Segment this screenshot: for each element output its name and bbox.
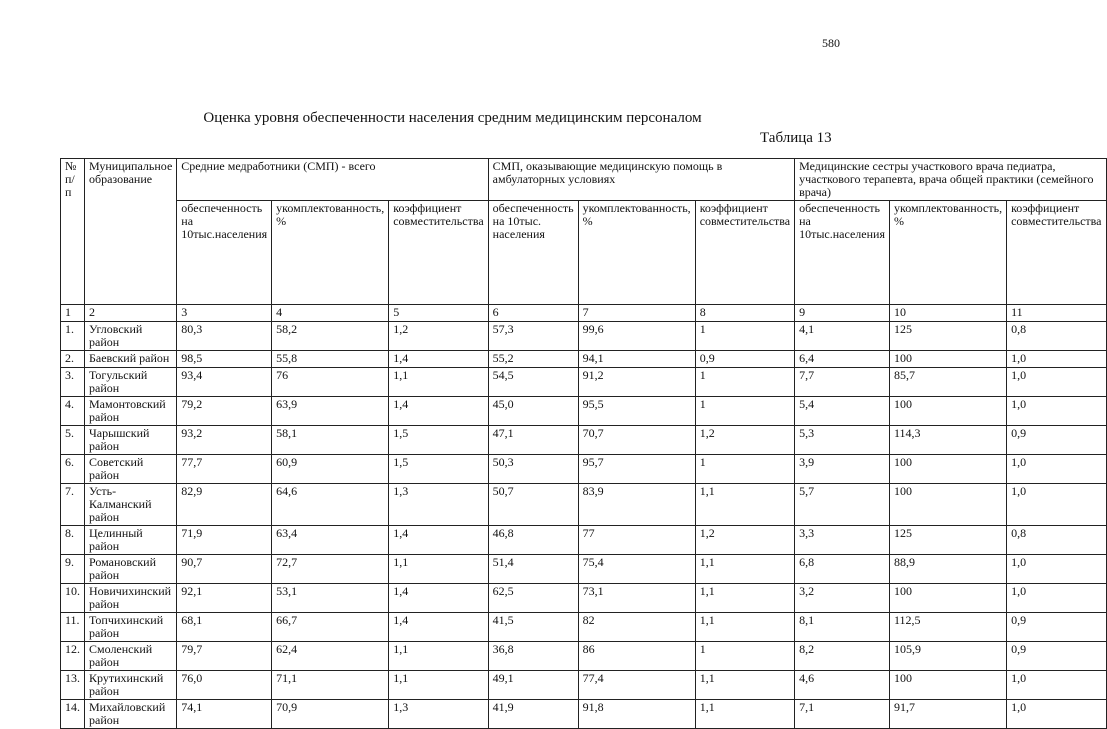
row-number: 14.: [61, 700, 85, 729]
table-cell: 1,1: [389, 555, 488, 584]
table-cell: 7,1: [795, 700, 890, 729]
table-cell: 62,4: [272, 642, 389, 671]
column-number: 6: [488, 305, 578, 322]
table-cell: 1,3: [389, 700, 488, 729]
table-cell: 114,3: [889, 426, 1006, 455]
table-cell: 51,4: [488, 555, 578, 584]
table-cell: 91,8: [578, 700, 695, 729]
row-number: 1.: [61, 322, 85, 351]
municipality-name: Баевский район: [85, 351, 177, 368]
table-cell: 77,7: [177, 455, 272, 484]
table-cell: 1,1: [695, 555, 794, 584]
table-cell: 79,7: [177, 642, 272, 671]
table-cell: 98,5: [177, 351, 272, 368]
table-cell: 55,2: [488, 351, 578, 368]
table-cell: 4,6: [795, 671, 890, 700]
table-cell: 91,7: [889, 700, 1006, 729]
row-number: 13.: [61, 671, 85, 700]
table-cell: 83,9: [578, 484, 695, 526]
table-cell: 1,5: [389, 426, 488, 455]
column-number: 2: [85, 305, 177, 322]
table-cell: 100: [889, 484, 1006, 526]
table-row: [61, 700, 1107, 729]
table-cell: 91,2: [578, 368, 695, 397]
table-cell: 88,9: [889, 555, 1006, 584]
page-title: Оценка уровня обеспеченности населения средним медицинским персоналом: [203, 110, 702, 126]
column-number: 11: [1007, 305, 1106, 322]
table-header: [61, 159, 1107, 305]
table-cell: 1,4: [389, 584, 488, 613]
table-cell: 71,9: [177, 526, 272, 555]
table-cell: 92,1: [177, 584, 272, 613]
table-cell: 4,1: [795, 322, 890, 351]
column-number-row: [61, 305, 1107, 322]
table-cell: 112,5: [889, 613, 1006, 642]
table-cell: 3,3: [795, 526, 890, 555]
table-cell: 1: [695, 642, 794, 671]
row-number: 9.: [61, 555, 85, 584]
table-cell: 41,9: [488, 700, 578, 729]
municipality-name: Тогульский район: [85, 368, 177, 397]
table-cell: 79,2: [177, 397, 272, 426]
table-cell: 105,9: [889, 642, 1006, 671]
table-cell: 1,0: [1007, 700, 1106, 729]
table-cell: 100: [889, 584, 1006, 613]
table-cell: 45,0: [488, 397, 578, 426]
table-row: [61, 584, 1107, 613]
subheader: коэффициент совместительства: [1007, 201, 1106, 305]
subheader: обеспеченность на 10тыс. населения: [488, 201, 578, 305]
table-cell: 1,4: [389, 526, 488, 555]
table-cell: 77: [578, 526, 695, 555]
row-number: 4.: [61, 397, 85, 426]
municipality-name: Романовский район: [85, 555, 177, 584]
table-cell: 1,5: [389, 455, 488, 484]
table-cell: 100: [889, 351, 1006, 368]
table-row: [61, 351, 1107, 368]
table-cell: 8,2: [795, 642, 890, 671]
column-number: 7: [578, 305, 695, 322]
table-cell: 3,2: [795, 584, 890, 613]
table-row: [61, 426, 1107, 455]
municipality-name: Смоленский район: [85, 642, 177, 671]
table-cell: 76,0: [177, 671, 272, 700]
table-cell: 94,1: [578, 351, 695, 368]
table-cell: 58,1: [272, 426, 389, 455]
table-cell: 50,7: [488, 484, 578, 526]
table-cell: 1,1: [695, 700, 794, 729]
table-cell: 0,9: [1007, 642, 1106, 671]
table-row: [61, 613, 1107, 642]
header-group-total: Средние медработники (СМП) - всего: [177, 159, 488, 201]
municipality-name: Крутихинский район: [85, 671, 177, 700]
table-cell: 1: [695, 368, 794, 397]
table-cell: 1,1: [389, 642, 488, 671]
column-number: 4: [272, 305, 389, 322]
subheader: коэффициент совместительства: [389, 201, 488, 305]
table-row: [61, 526, 1107, 555]
table-cell: 1,1: [389, 671, 488, 700]
table-cell: 49,1: [488, 671, 578, 700]
table-cell: 1,4: [389, 397, 488, 426]
row-number: 11.: [61, 613, 85, 642]
table-cell: 80,3: [177, 322, 272, 351]
table-cell: 6,8: [795, 555, 890, 584]
table-cell: 6,4: [795, 351, 890, 368]
subheader: укомплектованность, %: [578, 201, 695, 305]
table-cell: 0,9: [695, 351, 794, 368]
table-cell: 82: [578, 613, 695, 642]
table-cell: 70,7: [578, 426, 695, 455]
table-cell: 90,7: [177, 555, 272, 584]
table-cell: 75,4: [578, 555, 695, 584]
column-number: 1: [61, 305, 85, 322]
table-cell: 53,1: [272, 584, 389, 613]
table-cell: 0,9: [1007, 426, 1106, 455]
row-number: 8.: [61, 526, 85, 555]
subheader: обеспеченность на 10тыс.населения: [795, 201, 890, 305]
table-cell: 1: [695, 322, 794, 351]
table-cell: 62,5: [488, 584, 578, 613]
table-cell: 73,1: [578, 584, 695, 613]
table-cell: 95,5: [578, 397, 695, 426]
table-cell: 47,1: [488, 426, 578, 455]
table-cell: 70,9: [272, 700, 389, 729]
table-cell: 71,1: [272, 671, 389, 700]
table-cell: 54,5: [488, 368, 578, 397]
table-cell: 1: [695, 397, 794, 426]
table-cell: 1,4: [389, 351, 488, 368]
table-cell: 1,0: [1007, 555, 1106, 584]
row-number: 10.: [61, 584, 85, 613]
municipality-name: Целинный район: [85, 526, 177, 555]
table-cell: 1,0: [1007, 368, 1106, 397]
table-cell: 1,1: [695, 613, 794, 642]
table-cell: 60,9: [272, 455, 389, 484]
column-number: 5: [389, 305, 488, 322]
table-cell: 66,7: [272, 613, 389, 642]
municipality-name: Советский район: [85, 455, 177, 484]
table-cell: 1,0: [1007, 671, 1106, 700]
subheader: коэффициент совместительства: [695, 201, 794, 305]
table-cell: 3,9: [795, 455, 890, 484]
municipality-name: Мамонтовский район: [85, 397, 177, 426]
subheader: обеспеченность на 10тыс.населения: [177, 201, 272, 305]
table-cell: 0,8: [1007, 526, 1106, 555]
subheader: укомплектованность, %: [889, 201, 1006, 305]
column-number: 10: [889, 305, 1006, 322]
table-cell: 8,1: [795, 613, 890, 642]
table-cell: 57,3: [488, 322, 578, 351]
table-cell: 100: [889, 671, 1006, 700]
table-row: [61, 455, 1107, 484]
table-cell: 7,7: [795, 368, 890, 397]
table-cell: 50,3: [488, 455, 578, 484]
table-cell: 1,1: [695, 671, 794, 700]
table-cell: 82,9: [177, 484, 272, 526]
table-caption: Таблица 13: [760, 130, 832, 146]
municipality-name: Новичихинский район: [85, 584, 177, 613]
municipality-name: Михайловский район: [85, 700, 177, 729]
table-cell: 100: [889, 455, 1006, 484]
table-cell: 76: [272, 368, 389, 397]
table-cell: 125: [889, 322, 1006, 351]
table-cell: 0,9: [1007, 613, 1106, 642]
table-row: [61, 642, 1107, 671]
table-cell: 63,4: [272, 526, 389, 555]
table-row: [61, 484, 1107, 526]
table-cell: 1,3: [389, 484, 488, 526]
table-cell: 1,0: [1007, 351, 1106, 368]
table-cell: 41,5: [488, 613, 578, 642]
table-cell: 36,8: [488, 642, 578, 671]
table-cell: 5,7: [795, 484, 890, 526]
table-cell: 1,0: [1007, 484, 1106, 526]
row-number: 7.: [61, 484, 85, 526]
table-cell: 58,2: [272, 322, 389, 351]
table-cell: 64,6: [272, 484, 389, 526]
table-cell: 100: [889, 397, 1006, 426]
table-row: [61, 671, 1107, 700]
table-cell: 1,2: [695, 526, 794, 555]
header-municipality: Муниципальное образование: [85, 159, 177, 305]
header-group-ambulatory: СМП, оказывающие медицинскую помощь в амбулаторных условиях: [488, 159, 794, 201]
table-cell: 55,8: [272, 351, 389, 368]
table-cell: 125: [889, 526, 1006, 555]
table-row: [61, 368, 1107, 397]
page-number: 580: [822, 36, 840, 50]
municipality-name: Усть-Калманский район: [85, 484, 177, 526]
municipality-name: Угловский район: [85, 322, 177, 351]
table-cell: 77,4: [578, 671, 695, 700]
table-cell: 93,4: [177, 368, 272, 397]
table-cell: 46,8: [488, 526, 578, 555]
table-cell: 72,7: [272, 555, 389, 584]
table-cell: 95,7: [578, 455, 695, 484]
table-cell: 68,1: [177, 613, 272, 642]
municipality-name: Топчихинский район: [85, 613, 177, 642]
row-number: 5.: [61, 426, 85, 455]
table-cell: 1,0: [1007, 584, 1106, 613]
table-cell: 1,0: [1007, 455, 1106, 484]
data-table: [60, 158, 1107, 729]
table-cell: 85,7: [889, 368, 1006, 397]
header-num: № п/п: [61, 159, 85, 305]
table-cell: 93,2: [177, 426, 272, 455]
table-cell: 5,4: [795, 397, 890, 426]
row-number: 6.: [61, 455, 85, 484]
table-cell: 99,6: [578, 322, 695, 351]
row-number: 2.: [61, 351, 85, 368]
table-body: [61, 305, 1107, 729]
table-cell: 1,1: [389, 368, 488, 397]
column-number: 8: [695, 305, 794, 322]
table-cell: 1,1: [695, 584, 794, 613]
row-number: 12.: [61, 642, 85, 671]
column-number: 9: [795, 305, 890, 322]
table-cell: 1,0: [1007, 397, 1106, 426]
municipality-name: Чарышский район: [85, 426, 177, 455]
table-cell: 0,8: [1007, 322, 1106, 351]
column-number: 3: [177, 305, 272, 322]
table-cell: 63,9: [272, 397, 389, 426]
subheader: укомплектованность, %: [272, 201, 389, 305]
table-cell: 1: [695, 455, 794, 484]
table-cell: 86: [578, 642, 695, 671]
table-cell: 1,2: [389, 322, 488, 351]
table-row: [61, 397, 1107, 426]
table-cell: 1,2: [695, 426, 794, 455]
table-cell: 74,1: [177, 700, 272, 729]
table-cell: 5,3: [795, 426, 890, 455]
header-group-nurses: Медицинские сестры участкового врача педиатра, участкового терапевта, врача общей практики (семейного врача): [795, 159, 1106, 201]
table-cell: 1,1: [695, 484, 794, 526]
table-cell: 1,4: [389, 613, 488, 642]
row-number: 3.: [61, 368, 85, 397]
table-row: [61, 555, 1107, 584]
table-row: [61, 322, 1107, 351]
